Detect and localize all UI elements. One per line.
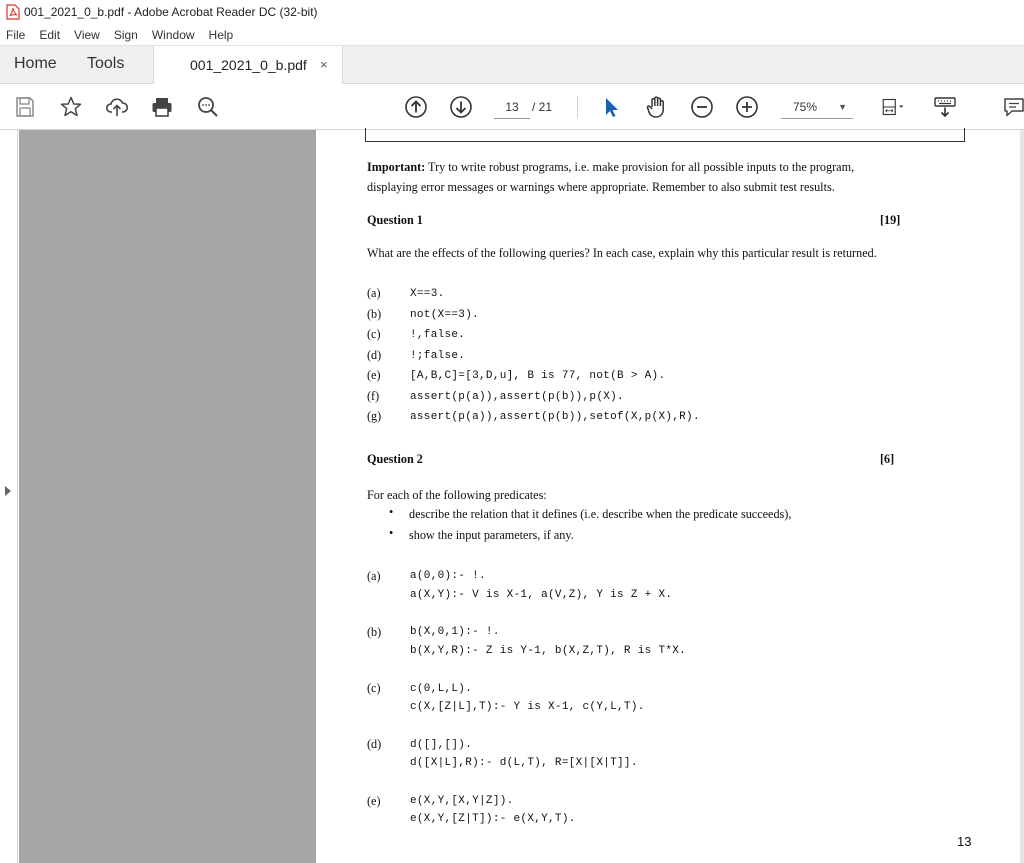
q2-item-code-line1: b(X,0,1):- !. (410, 626, 500, 638)
q1-item-label: (d) (367, 348, 382, 362)
zoom-out-button[interactable] (688, 93, 716, 121)
page-total: / 21 (532, 100, 553, 114)
tab-home[interactable]: Home (14, 55, 57, 72)
tab-document-label: 001_2021_0_b.pdf (190, 57, 307, 73)
print-button[interactable] (148, 93, 176, 121)
q1-item-code: [A,B,C]=[3,D,u], B is 77, not(B > A). (410, 370, 666, 382)
bookmark-star-button[interactable] (57, 93, 85, 121)
q2-item-code-line2: d([X|L],R):- d(L,T), R=[X|[X|T]]. (410, 757, 638, 769)
bullet-dot: • (389, 505, 394, 519)
tab-bar (0, 45, 1024, 84)
comment-button[interactable] (1000, 93, 1024, 121)
q2-item-label: (e) (367, 794, 381, 808)
q1-item-label: (a) (367, 286, 381, 300)
expand-panel-icon (5, 486, 11, 496)
next-page-button[interactable] (447, 93, 475, 121)
left-panel-toggle[interactable] (0, 130, 18, 863)
comment-icon (1002, 95, 1024, 119)
chevron-down-icon: ▼ (838, 102, 847, 112)
q1-item-label: (b) (367, 307, 382, 321)
important-paragraph (367, 157, 854, 197)
previous-page-button[interactable] (402, 93, 430, 121)
toolbar (0, 84, 1024, 130)
bullet-dot: • (389, 526, 394, 540)
tab-tools[interactable]: Tools (87, 55, 125, 72)
save-icon (13, 95, 37, 119)
q1-item-code: !;false. (410, 350, 466, 362)
q1-item-code: X==3. (410, 288, 445, 300)
magnifier-icon (196, 95, 220, 119)
menu-view[interactable]: View (74, 27, 100, 42)
q2-item-code-line2: b(X,Y,R):- Z is Y-1, b(X,Z,T), R is T*X. (410, 645, 687, 657)
star-icon (59, 95, 83, 119)
q2-item-label: (d) (367, 737, 382, 751)
question2-marks: [6] (880, 452, 895, 466)
cloud-upload-icon (105, 95, 129, 119)
plus-circle-icon (735, 95, 759, 119)
menu-file[interactable]: File (6, 27, 26, 42)
question2-bullet: describe the relation that it defines (i.e. describe when the predicate succeeds), (409, 507, 792, 521)
menu-help[interactable]: Help (208, 27, 234, 42)
menu-edit[interactable]: Edit (39, 27, 61, 42)
arrow-up-circle-icon (404, 95, 428, 119)
question2-title: Question 2 (367, 452, 423, 466)
tab-close-button[interactable]: × (320, 57, 328, 72)
q1-item-label: (g) (367, 409, 382, 423)
pdf-page (316, 130, 1020, 863)
important-label: Important: (367, 160, 426, 174)
cursor-arrow-icon (599, 95, 623, 119)
q1-item-code: assert(p(a)),assert(p(b)),setof(X,p(X),R). (410, 411, 700, 423)
acrobat-pdf-icon (6, 4, 20, 20)
scroll-mode-button[interactable] (931, 93, 959, 121)
q1-item-code: not(X==3). (410, 309, 480, 321)
q2-item-code-line1: a(0,0):- !. (410, 570, 486, 582)
window-title: 001_2021_0_b.pdf - Adobe Acrobat Reader DC (32-bit) (24, 5, 318, 19)
important-text-line1: Try to write robust programs, i.e. make provision for all possible inputs to the program, (425, 160, 855, 174)
current-page-input[interactable]: 13 (494, 95, 530, 119)
previous-box-bottom (365, 128, 965, 142)
upload-cloud-button[interactable] (103, 93, 131, 121)
q1-item-label: (f) (367, 389, 380, 403)
zoom-level-value: 75% (793, 100, 818, 114)
printer-icon (150, 95, 174, 119)
question2-bullet: show the input parameters, if any. (409, 528, 574, 542)
q2-item-code-line2: e(X,Y,[Z|T]):- e(X,Y,T). (410, 813, 576, 825)
q2-item-code-line1: c(0,L,L). (410, 683, 473, 695)
scrollbar[interactable] (1020, 130, 1024, 863)
question1-prompt: What are the effects of the following queries? In each case, explain why this particular result is returned. (367, 246, 877, 260)
toolbar-separator (577, 96, 578, 118)
question2-prompt: For each of the following predicates: (367, 488, 547, 502)
hand-icon (644, 95, 668, 119)
q2-item-label: (a) (367, 569, 381, 583)
zoom-in-button[interactable] (733, 93, 761, 121)
question1-title: Question 1 (367, 213, 423, 227)
q1-item-code: !,false. (410, 329, 466, 341)
menu-sign[interactable]: Sign (113, 27, 138, 42)
tab-document[interactable] (153, 46, 343, 85)
page-number: 13 (957, 834, 972, 849)
save-button[interactable] (11, 93, 39, 121)
select-tool-button[interactable] (597, 93, 625, 121)
q1-item-label: (c) (367, 327, 381, 341)
menu-window[interactable]: Window (151, 27, 195, 42)
arrow-down-circle-icon (449, 95, 473, 119)
fit-page-icon (881, 95, 905, 119)
zoom-level-select[interactable] (781, 95, 853, 119)
menu-bar (0, 24, 1024, 45)
minus-circle-icon (690, 95, 714, 119)
question1-marks: [19] (880, 213, 901, 227)
q1-item-code: assert(p(a)),assert(p(b)),p(X). (410, 391, 624, 403)
workspace-background (19, 130, 316, 863)
important-text-line2: displaying error messages or warnings where appropriate. Remember to also submit test results. (367, 180, 835, 194)
hand-tool-button[interactable] (642, 93, 670, 121)
q2-item-code-line2: c(X,[Z|L],T):- Y is X-1, c(Y,L,T). (410, 701, 645, 713)
q2-item-label: (b) (367, 625, 382, 639)
q2-item-code-line1: d([],[]). (410, 739, 473, 751)
q2-item-label: (c) (367, 681, 381, 695)
q1-item-label: (e) (367, 368, 381, 382)
window-title-bar (0, 0, 1024, 24)
q2-item-code-line1: e(X,Y,[X,Y|Z]). (410, 795, 514, 807)
keyboard-scroll-icon (933, 95, 957, 119)
page-fit-button[interactable] (874, 93, 912, 121)
q2-item-code-line2: a(X,Y):- V is X-1, a(V,Z), Y is Z + X. (410, 589, 673, 601)
find-zoom-button[interactable] (194, 93, 222, 121)
